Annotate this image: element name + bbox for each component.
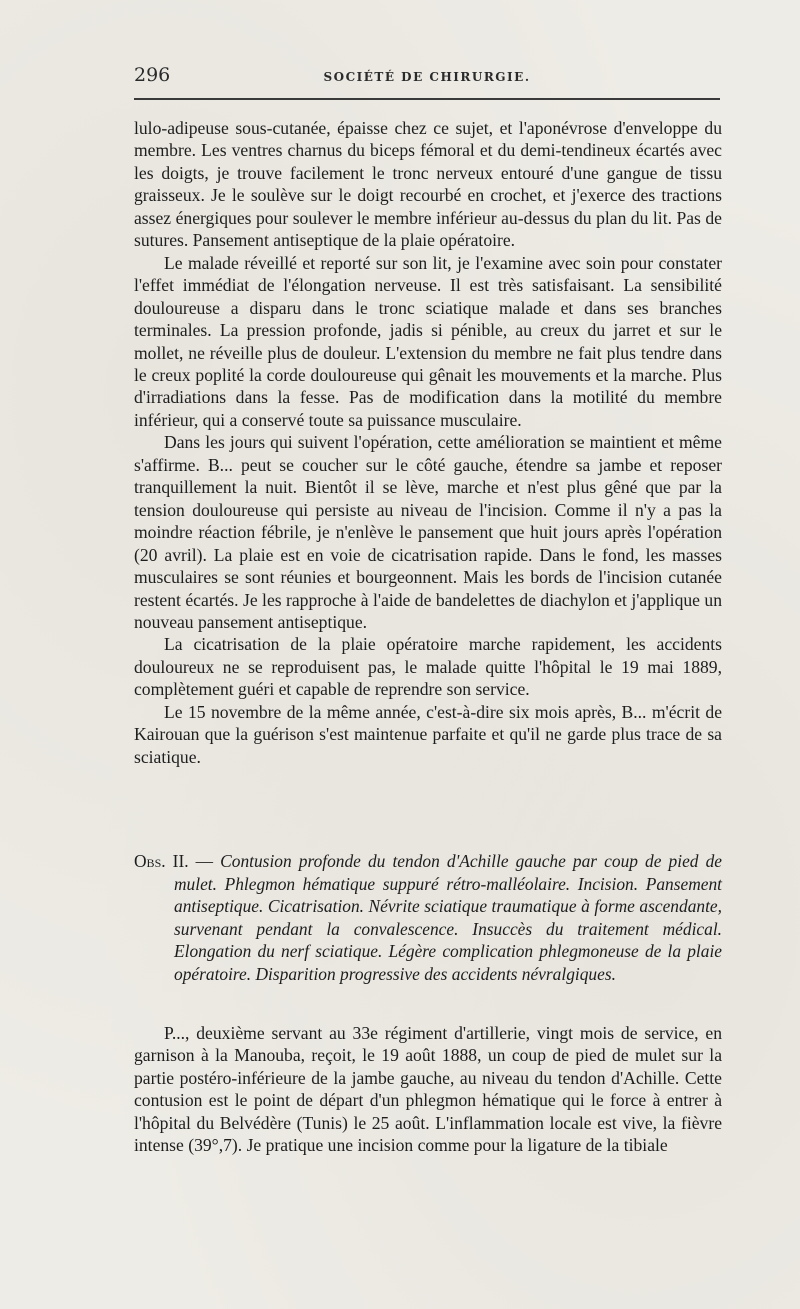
page-number: 296 — [134, 64, 171, 86]
observation-title-block — [134, 850, 722, 986]
paragraph: Le 15 novembre de la même année, c'est-à-dire six mois après, B... m'écrit de Kairouan que la guérison s'est maintenue parfaite et qu'il ne garde plus trace de sa sciatique. — [134, 701, 722, 767]
paragraph: La cicatrisation de la plaie opératoire marche rapidement, les accidents douloureux ne se reproduisent pas, le malade quitte l'hôpital le 19 mai 1889, complètement guéri et capable de reprendre son service. — [134, 634, 722, 700]
observation-heading — [134, 850, 722, 986]
observation-label: Obs. II. — — [134, 851, 221, 871]
case-text — [134, 1022, 722, 1157]
running-title: SOCIÉTÉ DE CHIRURGIE. — [323, 70, 531, 84]
main-text — [134, 117, 722, 768]
paragraph: Dans les jours qui suivent l'opération, cette amélioration se maintient et même s'affirme. B... peut se coucher sur le côté gauche, étendre sa jambe et reposer tranquillement la nuit. Bientôt il se lève, marche et n'est plus gêné que par la tension douloureuse qui persiste au niveau de l'incision. Comme il n'y a pas la moindre réaction fébrile, je n'enlève le pansement que huit jours après l'opération (20 avril). La plaie est en voie de cicatrisation rapide. Dans le fond, les masses musculaires se sont réunies et bourgeonnent. Mais les bords de l'incision cutanée restent écartés. Je les rapproche à l'aide de bandelettes de diachylon et j'applique un nouveau pansement antiseptique. — [134, 432, 722, 632]
paragraph-continued: lulo-adipeuse sous-cutanée, épaisse chez ce sujet, et l'aponévrose d'enveloppe du membre. Les ventres charnus du biceps fémoral et du demi-tendineux écartés avec les doigts, je trouve facilement le tronc nerveux entouré d'une gangue de tissu graisseux. Je le soulève sur le doigt recourbé en crochet, et j'exerce des tractions assez énergiques pour soulever le membre inférieur au-dessus du plan du lit. Pas de sutures. Pansement antiseptique de la plaie opératoire. — [134, 118, 722, 251]
header-rule — [134, 98, 720, 100]
paragraph: Le malade réveillé et reporté sur son lit, je l'examine avec soin pour constater l'effet immédiat de l'élongation nerveuse. Il est très satisfaisant. La sensibilité douloureuse a disparu dans le tronc sciatique malade et dans ses branches terminales. La pression profonde, jadis si pénible, au creux du jarret et sur le mollet, ne réveille plus de douleur. L'extension du membre ne fait plus tendre dans le creux poplité la corde douloureuse qui gênait les mouvements et la marche. Plus d'irradiations dans la fesse. Pas de modification dans la motilité du membre inférieur, qui a conservé toute sa puissance musculaire. — [134, 252, 722, 430]
case-paragraph: P..., deuxième servant au 33e régiment d'artillerie, vingt mois de service, en garnison à la Manouba, reçoit, le 19 août 1888, un coup de pied de mulet sur la partie postéro-inférieure de la jambe gauche, au niveau du tendon d'Achille. Cette contusion est le point de départ d'un phlegmon hématique qui le force à entrer à l'hôpital du Belvédère (Tunis) le 25 août. L'inflammation locale est vive, la fièvre intense (39°,7). Je pratique une incision comme pour la ligature de la tibiale — [134, 1023, 722, 1156]
observation-title: Contusion profonde du tendon d'Achille gauche par coup de pied de mulet. Phlegmon hématique suppuré rétro-malléolaire. Incision. Pansement antiseptique. Cicatrisation. Névrite sciatique traumatique à forme ascendante, survenant pendant la convalescence. Insuccès du traitement médical. Elongation du nerf sciatique. Légère complication phlegmoneuse de la plaie opératoire. Disparition progressive des accidents névralgiques. — [174, 851, 722, 984]
page-header — [134, 62, 720, 92]
